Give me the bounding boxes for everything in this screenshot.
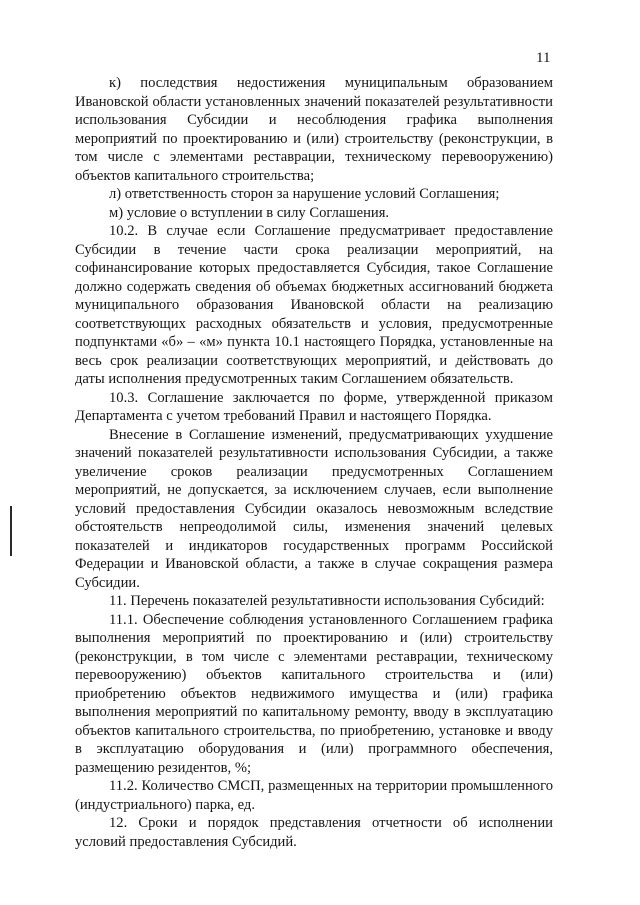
paragraph-10-2: 10.2. В случае если Соглашение предусматривает предоставление Субсидии в течение части срока реализации мероприятий, на софинансирование которых предоставляется Субсидия, такое Соглашение должно содержать сведения об объемах бюджетных ассигнований бюджета муниципального образования Ивановской области на реализацию соответствующих расходных обязательств и условия, предусмотренные подпунктами «б» – «м» пункта 10.1 настоящего Порядка, установленные на весь срок реализации соответствующих мероприятий, и действовать до даты исполнения предусмотренных таким Соглашением обязательств. xyxy=(75,223,553,387)
paragraph-11-2: 11.2. Количество СМСП, размещенных на территории промышленного (индустриального) парка, ед. xyxy=(75,778,553,813)
paragraph-10-3: 10.3. Соглашение заключается по форме, утвержденной приказом Департамента с учетом требований Правил и настоящего Порядка. xyxy=(75,389,553,424)
paragraph-11-1: 11.1. Обеспечение соблюдения установленного Соглашением графика выполнения мероприятий по проектированию и (или) строительству (реконструкции, в том числе с элементами реставрации, техническому перевооружению) объектов капитального строительства и (или) приобретению объектов недвижимого имущества и (или) графика выполнения мероприятий по капитальному ремонту, вводу в эксплуатацию объектов капитального строительства, по приобретению, установке и вводу в эксплуатацию оборудования и (или) программного обеспечения, размещению резидентов, %; xyxy=(75,611,553,776)
margin-mark xyxy=(10,506,12,556)
page-number: 11 xyxy=(536,50,551,66)
document-body xyxy=(75,74,553,851)
paragraph-11: 11. Перечень показателей результативности использования Субсидий: xyxy=(109,593,545,609)
paragraph-12: 12. Сроки и порядок представления отчетности об исполнении условий предоставления Субсидий. xyxy=(75,815,553,850)
paragraph-m: м) условие о вступлении в силу Соглашения. xyxy=(109,204,390,221)
paragraph-amendments: Внесение в Соглашение изменений, предусматривающих ухудшение значений показателей результативности использования Субсидии, а также увеличение сроков реализации предусмотренных Соглашением мероприятий, не допускается, за исключением случаев, если выполнение условий предоставления Субсидии оказалось невозможным вследствие обстоятельств непреодолимой силы, изменения значений целевых показателей и индикаторов государственных программ Российской Федерации и Ивановской области, а также в случае сокращения размера Субсидии. xyxy=(75,426,553,591)
paragraph-l: л) ответственность сторон за нарушение условий Соглашения; xyxy=(109,186,500,202)
paragraph-k: к) последствия недостижения муниципальным образованием Ивановской области установленных значений показателей результативности использования Субсидии и несоблюдения графика выполнения мероприятий по проектированию и (или) строительству (реконструкции, в том числе с элементами реставрации, техническому перевооружению) объектов капитального строительства; xyxy=(75,75,553,184)
